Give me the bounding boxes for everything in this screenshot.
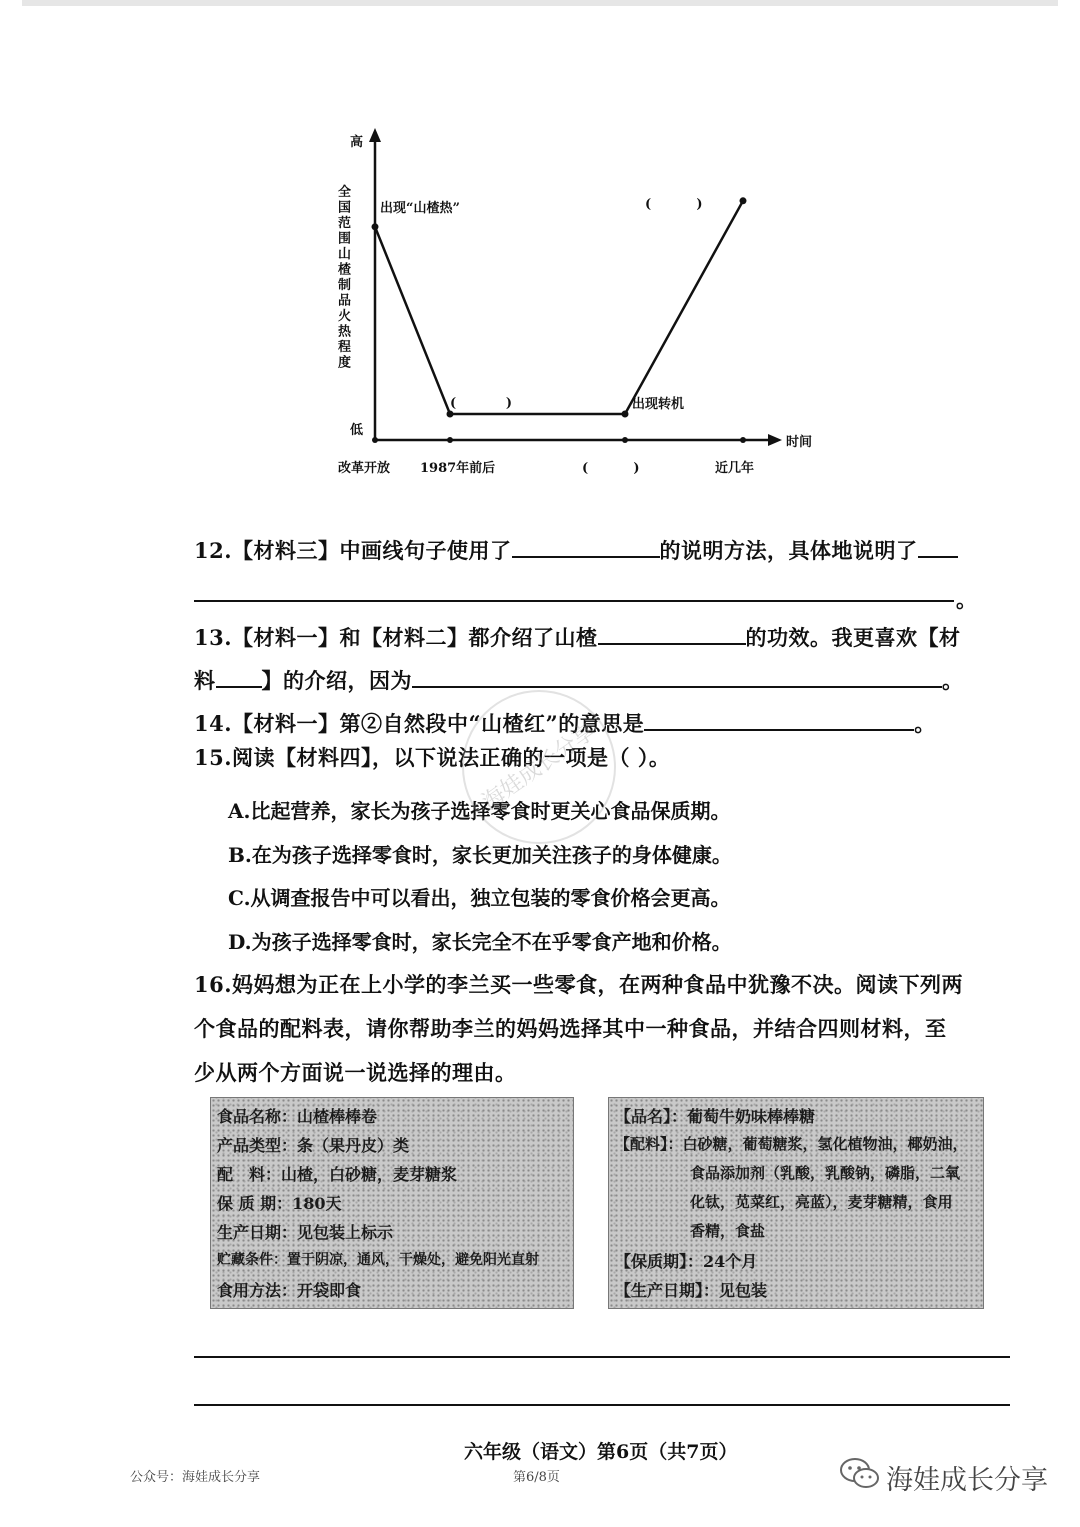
- card-right-line: 化钛，苋菜红，亮蓝），麦芽糖精，食用: [615, 1193, 953, 1211]
- chart-annotation: 出现转机: [632, 397, 685, 412]
- q15-option-b[interactable]: B.在为孩子选择零食时，家长更加关注孩子的身体健康。: [228, 843, 732, 867]
- card-left-line: 保 质 期：180天: [217, 1194, 342, 1213]
- y-axis-title-char: 程: [338, 340, 352, 355]
- q12-blank-2[interactable]: [918, 536, 958, 558]
- q12-answer-line[interactable]: [194, 600, 954, 602]
- q15-option-c[interactable]: C.从调查报告中可以看出，独立包装的零食价格会更高。: [228, 886, 731, 910]
- q13-blank-2[interactable]: [216, 666, 262, 688]
- data-point: [622, 411, 629, 418]
- card-right-line: 【生产日期】：见包装: [615, 1281, 768, 1300]
- x-tick: [447, 437, 453, 443]
- page-footer-label: 六年级（语文）第6页（共7页）: [464, 1441, 738, 1463]
- question-15-stem: 15.阅读【材料四】，以下说法正确的一项是（ ）。: [194, 745, 671, 770]
- x-axis-arrow: [768, 434, 782, 446]
- q14-blank[interactable]: [644, 709, 914, 731]
- question-13-cont: [194, 665, 964, 695]
- y-high-label: 高: [350, 135, 364, 150]
- top-border: [22, 0, 1058, 6]
- q13-text-d: 】的介绍，因为: [261, 668, 412, 693]
- x-tick: [622, 437, 628, 443]
- card-left-line: 贮藏条件：置于阴凉，通风，干燥处，避免阳光直射: [217, 1252, 539, 1268]
- q16-answer-line-2[interactable]: [194, 1404, 1010, 1406]
- data-point: [740, 197, 747, 204]
- y-axis-title-char: 全: [338, 185, 352, 200]
- q14-end-mark: 。: [914, 711, 936, 736]
- card-right-line: 食品添加剂（乳酸，乳酸钠，磷脂，二氧: [615, 1164, 961, 1182]
- line-chart: [320, 120, 840, 490]
- card-right-line: 【保质期】：24个月: [615, 1252, 758, 1271]
- card-left-line: 食用方法：开袋即食: [217, 1281, 362, 1300]
- y-axis-title-char: 火: [338, 309, 352, 324]
- x-tick-label: ( ): [582, 461, 640, 476]
- q12-blank-1[interactable]: [512, 536, 660, 558]
- q13-blank-3[interactable]: [412, 666, 942, 688]
- q12-text-b: 的说明方法，具体地说明了: [659, 538, 918, 563]
- ingredient-card-hawthorn-roll: [210, 1097, 574, 1309]
- card-left-line: 配 料：山楂，白砂糖，麦芽糖浆: [217, 1165, 458, 1184]
- question-16-line-3: 少从两个方面说一说选择的理由。: [194, 1060, 517, 1085]
- y-axis-arrow: [369, 128, 381, 142]
- chart-annotation: ( ): [450, 396, 513, 411]
- question-16-line-1: 16.妈妈想为正在上小学的李兰买一些零食，在两种食品中犹豫不决。阅读下列两: [194, 972, 964, 997]
- question-13: [194, 622, 961, 652]
- y-axis-title-char: 山: [338, 247, 352, 262]
- y-axis-title-char: 国: [338, 200, 352, 216]
- q16-answer-line-1[interactable]: [194, 1356, 1010, 1358]
- series-line: [375, 201, 743, 414]
- q15-option-d[interactable]: D.为孩子选择零食时，家长完全不在乎零食产地和价格。: [228, 930, 732, 954]
- card-left-line: 食品名称：山楂棒棒卷: [217, 1107, 378, 1126]
- x-tick: [740, 437, 746, 443]
- footer-page-count: 第6/8页: [513, 1470, 560, 1485]
- q12-text-a: 12.【材料三】中画线句子使用了: [194, 538, 512, 563]
- data-point: [372, 223, 379, 230]
- y-axis-title-char: 楂: [338, 262, 352, 278]
- x-tick-label: 近几年: [715, 461, 755, 476]
- y-low-label: 低: [350, 423, 364, 438]
- y-axis-title-char: 热: [338, 324, 352, 340]
- y-axis-title-char: 范: [338, 216, 352, 231]
- q13-blank-1[interactable]: [598, 623, 746, 645]
- x-tick-label: 改革开放: [338, 461, 391, 476]
- card-right-line: 【配料】：白砂糖，葡萄糖浆，氢化植物油，椰奶油，: [615, 1135, 968, 1153]
- x-tick-label: 1987年前后: [420, 461, 496, 476]
- wechat-icon: [838, 1454, 882, 1494]
- card-right-line: 【品名】：葡萄牛奶味棒棒糖: [615, 1107, 816, 1126]
- q13-end-mark: 。: [942, 668, 964, 693]
- card-left-line: 生产日期：见包装上标示: [217, 1223, 394, 1242]
- x-tick: [372, 437, 378, 443]
- y-axis-title: [338, 184, 352, 371]
- card-left-line: 产品类型：条（果丹皮）类: [217, 1136, 410, 1155]
- data-point: [447, 411, 454, 418]
- x-axis-label: 时间: [786, 435, 813, 450]
- question-16-line-2: 个食品的配料表，请你帮助李兰的妈妈选择其中一种食品，并结合四则材料，至: [194, 1016, 947, 1041]
- y-axis-title-char: 品: [338, 293, 352, 309]
- chart-annotation: ( ): [645, 197, 703, 212]
- q15-option-a[interactable]: A.比起营养，家长为孩子选择零食时更关心食品保质期。: [228, 799, 731, 823]
- y-axis-title-char: 制: [338, 278, 352, 293]
- q14-text: 14.【材料一】第②自然段中“山楂红”的意思是: [194, 711, 645, 736]
- q13-text-c: 料: [194, 668, 216, 693]
- footer-brand: 海娃成长分享: [886, 1465, 1048, 1496]
- card-right-line: 香精，食盐: [615, 1222, 766, 1240]
- ingredient-card-lollipop: [608, 1097, 984, 1309]
- q13-text-a: 13.【材料一】和【材料二】都介绍了山楂: [194, 625, 598, 650]
- q12-end-mark: 。: [956, 587, 978, 612]
- footer-account: 公众号：海娃成长分享: [130, 1470, 261, 1485]
- q13-text-b: 的功效。我更喜欢【材: [745, 625, 961, 650]
- question-12: [194, 535, 958, 565]
- y-axis-title-char: 围: [338, 231, 352, 247]
- chart-annotation: 出现“山楂热”: [380, 201, 460, 216]
- watermark-text: 海娃成长分享: [477, 719, 601, 816]
- y-axis-title-char: 度: [338, 355, 352, 371]
